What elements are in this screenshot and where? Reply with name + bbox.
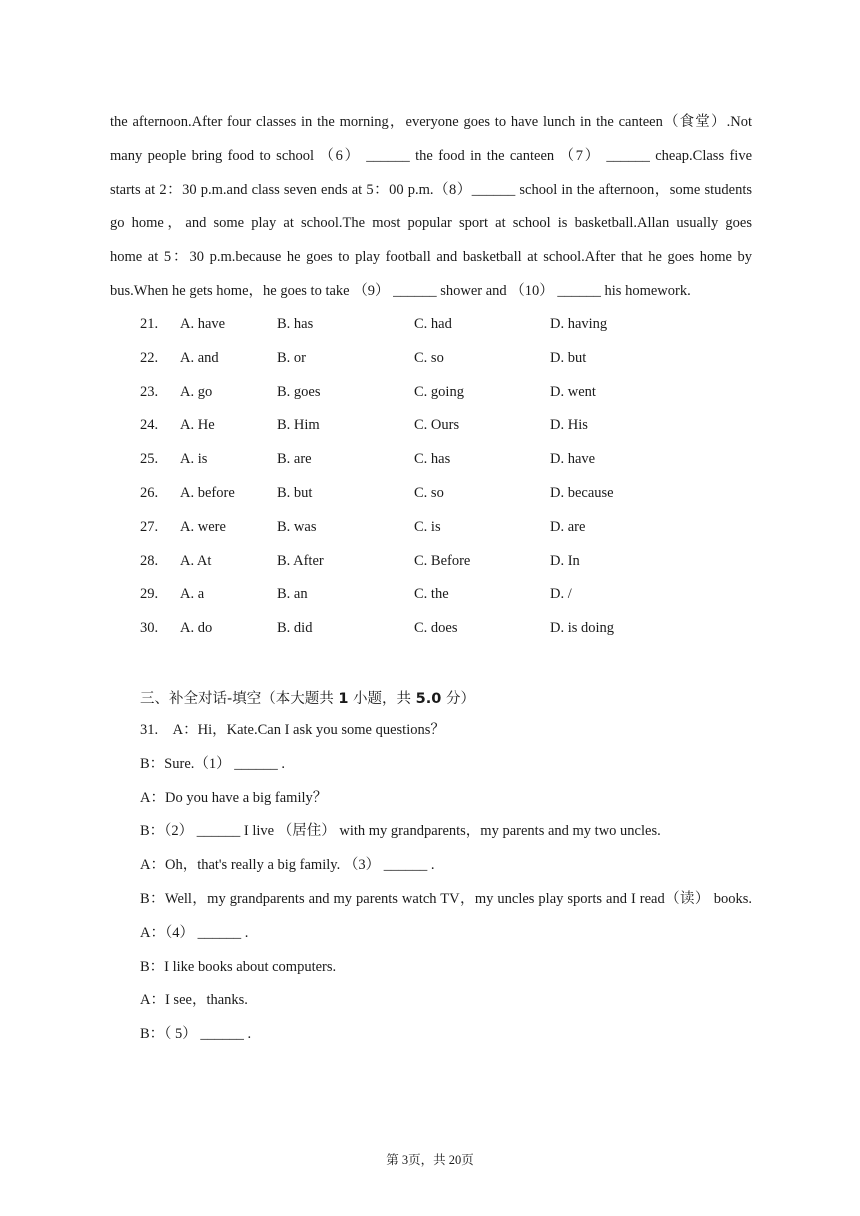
option-a: A. do xyxy=(180,620,213,637)
dialogue-line: B：（2） ______ I live （居住） with my grandparents，my parents and my two uncles. xyxy=(140,823,661,840)
dialogue-line: A：Do you have a big family？ xyxy=(140,789,328,806)
section-heading-suffix: 分） xyxy=(445,691,475,707)
option-a: A. He xyxy=(180,417,215,434)
question-number: 27. xyxy=(140,518,159,535)
option-c: C. going xyxy=(414,383,464,400)
option-c: C. so xyxy=(414,485,444,501)
question-number: 26. xyxy=(140,485,159,501)
dialogue xyxy=(140,722,752,1060)
option-d: D. is doing xyxy=(550,620,615,637)
dialogue-line: A：I see，thanks. xyxy=(140,992,248,1009)
passage-line: home at 5：30 p.m.because he goes to play football and basketball at school.After that he goes home by xyxy=(110,249,752,266)
option-a: A. At xyxy=(180,552,212,569)
passage-line: bus.When he gets home，he goes to take （9） ______ shower and （10） ______ his homework. xyxy=(110,282,691,299)
option-d: D. In xyxy=(550,552,580,569)
option-b: B. After xyxy=(277,552,324,569)
option-d: D. having xyxy=(550,316,608,332)
option-a: A. a xyxy=(180,586,205,603)
section-question-count: 1 xyxy=(338,691,349,707)
option-d: D. went xyxy=(550,383,596,400)
passage-text xyxy=(110,114,752,317)
option-a: A. before xyxy=(180,485,235,501)
option-d: D. / xyxy=(550,586,572,603)
section-heading-middle: 小题，共 xyxy=(353,691,412,707)
option-b: B. goes xyxy=(277,383,321,400)
section-heading-prefix: 三、补全对话-填空（本大题共 xyxy=(140,691,334,707)
option-c: C. Ours xyxy=(414,417,460,434)
option-c: C. had xyxy=(414,316,452,332)
option-c: C. has xyxy=(414,451,451,468)
page-footer: 第 3页，共 20页 xyxy=(386,1153,474,1167)
option-b: B. was xyxy=(277,518,317,535)
dialogue-line: B：I like books about computers. xyxy=(140,958,337,975)
option-a: A. is xyxy=(180,451,208,468)
question-number: 24. xyxy=(140,417,159,434)
option-d: D. have xyxy=(550,451,596,468)
option-b: B. but xyxy=(277,485,313,501)
question-number: 25. xyxy=(140,451,159,468)
option-a: A. go xyxy=(180,383,213,400)
option-b: B. did xyxy=(277,620,313,637)
option-c: C. Before xyxy=(414,552,471,569)
passage-line: the afternoon.After four classes in the morning，everyone goes to have lunch in the canteen（食堂）.Not xyxy=(110,114,752,130)
option-d: D. are xyxy=(550,518,586,535)
option-b: B. are xyxy=(277,451,312,468)
option-a: A. and xyxy=(180,349,219,366)
option-b: B. an xyxy=(277,586,308,603)
dialogue-line: B：Well，my grandparents and my parents watch TV，my uncles play sports and I read（读） books. xyxy=(140,890,752,907)
dialogue-line: B：Sure.（1） ______ . xyxy=(140,755,285,772)
option-d: D. His xyxy=(550,417,588,434)
question-number: 30. xyxy=(140,620,159,637)
option-d: D. because xyxy=(550,485,614,501)
option-c: C. the xyxy=(414,586,449,603)
option-c: C. is xyxy=(414,518,441,535)
option-d: D. but xyxy=(550,349,587,366)
section-heading xyxy=(140,687,475,708)
option-a: A. have xyxy=(180,316,226,332)
dialogue-line: B：（ 5） ______ . xyxy=(140,1026,252,1043)
question-number: 23. xyxy=(140,383,159,400)
option-c: C. so xyxy=(414,349,444,366)
dialogue-line: 31. A：Hi，Kate.Can I ask you some questions？ xyxy=(140,722,445,738)
passage-line: starts at 2：30 p.m.and class seven ends at 5：00 p.m.（8）______ school in the afternoon，some students xyxy=(110,181,752,198)
question-number: 21. xyxy=(140,316,159,332)
option-a: A. were xyxy=(180,518,226,535)
option-c: C. does xyxy=(414,620,458,637)
question-number: 29. xyxy=(140,586,159,603)
question-number: 28. xyxy=(140,552,159,569)
question-number: 22. xyxy=(140,349,159,366)
option-b: B. Him xyxy=(277,417,320,434)
dialogue-line: A：Oh，that's really a big family. （3） ______ . xyxy=(140,857,435,874)
option-b: B. or xyxy=(277,349,306,366)
dialogue-line: A：（4） ______ . xyxy=(140,924,249,941)
section-score: 5.0 xyxy=(415,691,442,707)
passage-line: go home，and some play at school.The most popular sport at school is basketball.Allan usually goes xyxy=(110,215,752,232)
option-b: B. has xyxy=(277,316,314,332)
passage-line: many people bring food to school （6） ______ the food in the canteen （7） ______ cheap.Class five xyxy=(110,147,752,164)
